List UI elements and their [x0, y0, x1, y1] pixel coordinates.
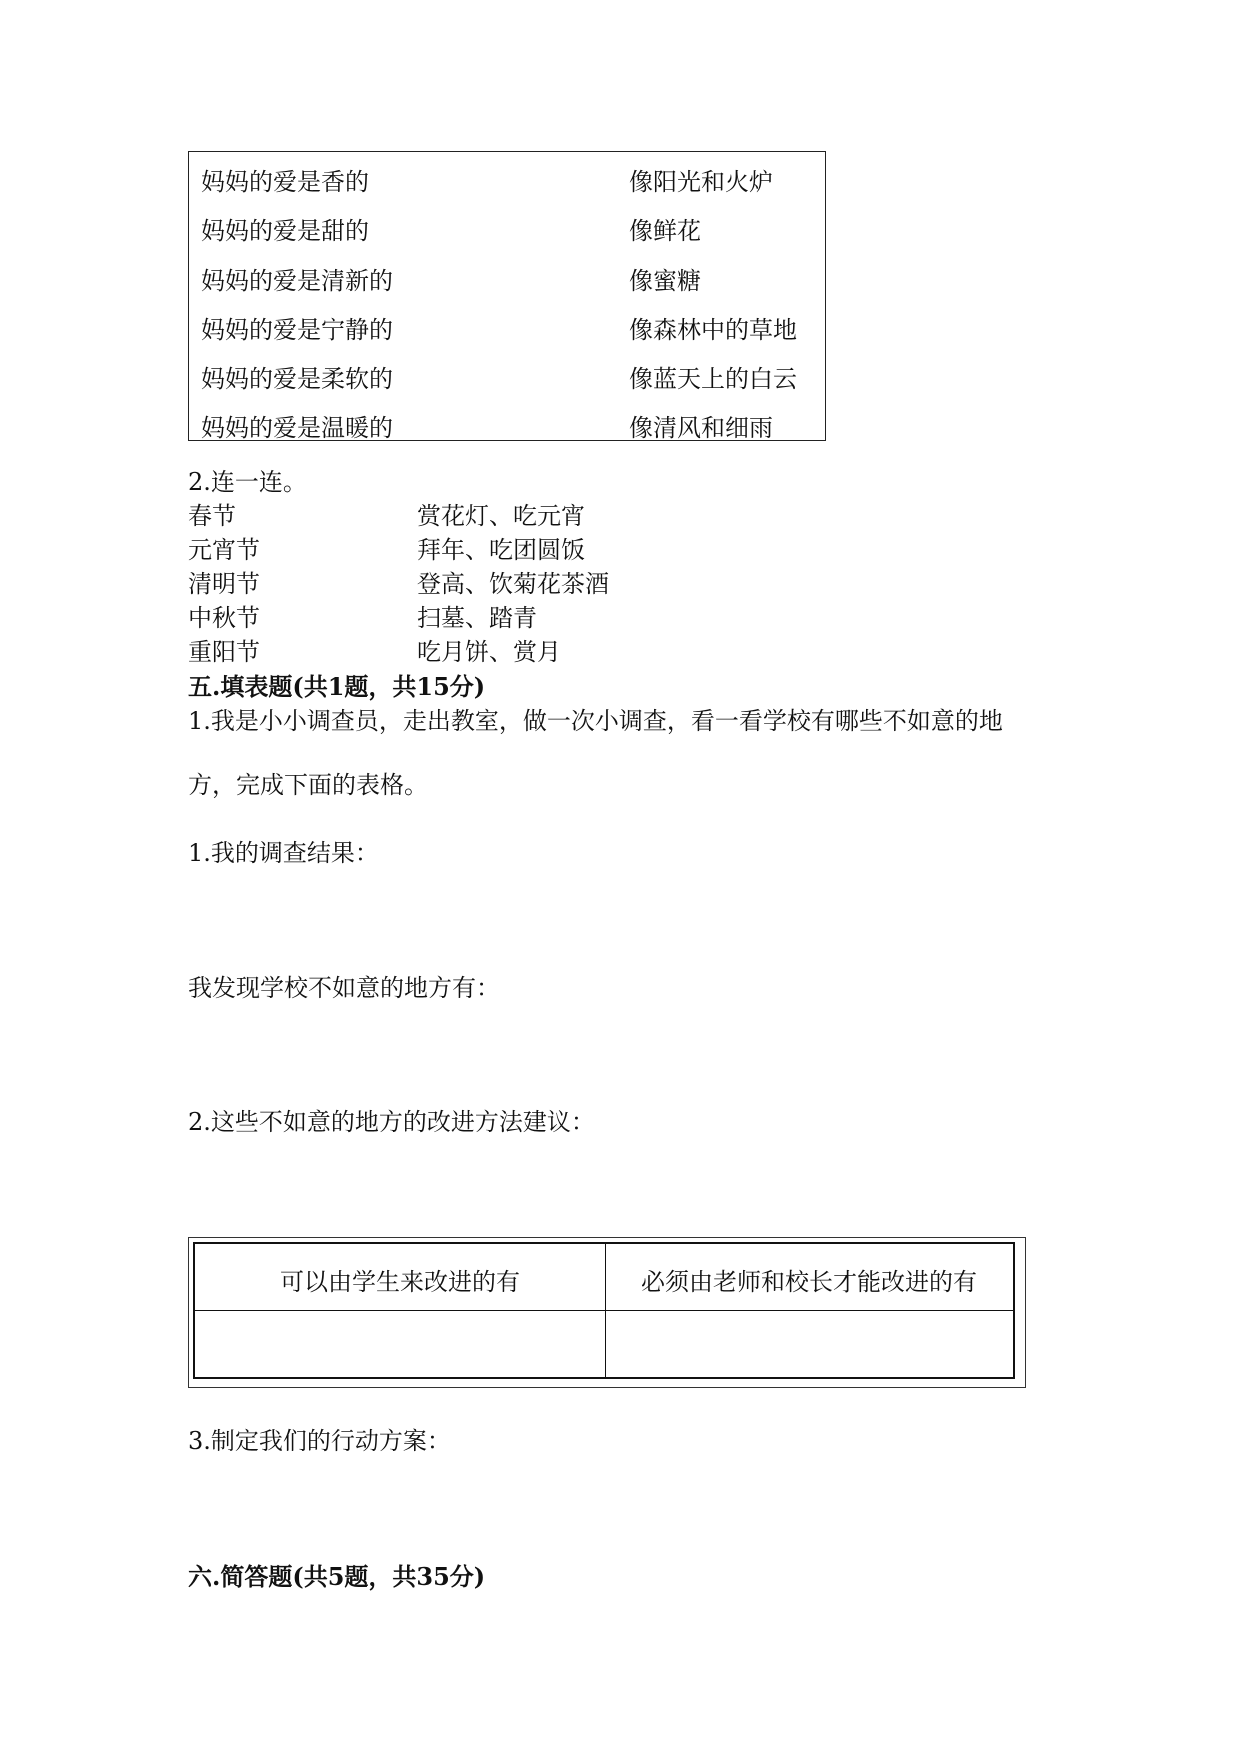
festival-item: 春节	[188, 502, 236, 530]
q2-title: 2.连一连。	[188, 468, 307, 496]
survey-result-label: 1.我的调查结果：	[188, 839, 379, 867]
match-right: 像鲜花	[629, 217, 701, 245]
custom-item: 登高、饮菊花茶酒	[417, 570, 609, 598]
action-plan-label: 3.制定我们的行动方案：	[188, 1427, 451, 1455]
custom-item: 赏花灯、吃元宵	[417, 502, 585, 530]
match-right: 像森林中的草地	[629, 316, 797, 344]
match-left: 妈妈的爱是温暖的	[201, 414, 393, 442]
match-right: 像蓝天上的白云	[629, 365, 797, 393]
custom-item: 吃月饼、赏月	[417, 638, 561, 666]
improvement-table	[188, 1237, 1026, 1388]
match-right: 像阳光和火炉	[629, 168, 773, 196]
match-right: 像清风和细雨	[629, 414, 773, 442]
match-row	[189, 353, 825, 393]
match-row	[189, 156, 825, 196]
festival-item: 元宵节	[188, 536, 260, 564]
festival-item: 清明节	[188, 570, 260, 598]
section6-heading: 六.简答题(共5题，共35分)	[188, 1562, 486, 1591]
found-problems-label: 我发现学校不如意的地方有：	[188, 974, 500, 1002]
match-row	[189, 205, 825, 245]
matching-box	[188, 151, 826, 441]
section5-heading: 五.填表题(共1题，共15分)	[188, 672, 486, 701]
table-divider	[195, 1310, 1013, 1311]
custom-item: 扫墓、踏青	[417, 604, 537, 632]
match-left: 妈妈的爱是柔软的	[201, 365, 393, 393]
table-cell-teachers[interactable]	[605, 1312, 1013, 1377]
q1-text-line1: 1.我是小小调查员，走出教室，做一次小调查，看一看学校有哪些不如意的地	[188, 707, 1003, 735]
festival-item: 重阳节	[188, 638, 260, 666]
match-row	[189, 402, 825, 442]
table-cell-students[interactable]	[195, 1312, 605, 1377]
match-right: 像蜜糖	[629, 267, 701, 295]
match-row	[189, 255, 825, 295]
table-header-teachers: 必须由老师和校长才能改进的有	[641, 1268, 977, 1296]
suggestions-label: 2.这些不如意的地方的改进方法建议：	[188, 1108, 595, 1136]
festival-item: 中秋节	[188, 604, 260, 632]
q1-text-line2: 方，完成下面的表格。	[188, 771, 428, 799]
match-row	[189, 304, 825, 344]
match-left: 妈妈的爱是宁静的	[201, 316, 393, 344]
match-left: 妈妈的爱是甜的	[201, 217, 369, 245]
match-left: 妈妈的爱是清新的	[201, 267, 393, 295]
custom-item: 拜年、吃团圆饭	[417, 536, 585, 564]
table-inner	[193, 1242, 1015, 1379]
table-header-students: 可以由学生来改进的有	[280, 1268, 520, 1296]
match-left: 妈妈的爱是香的	[201, 168, 369, 196]
